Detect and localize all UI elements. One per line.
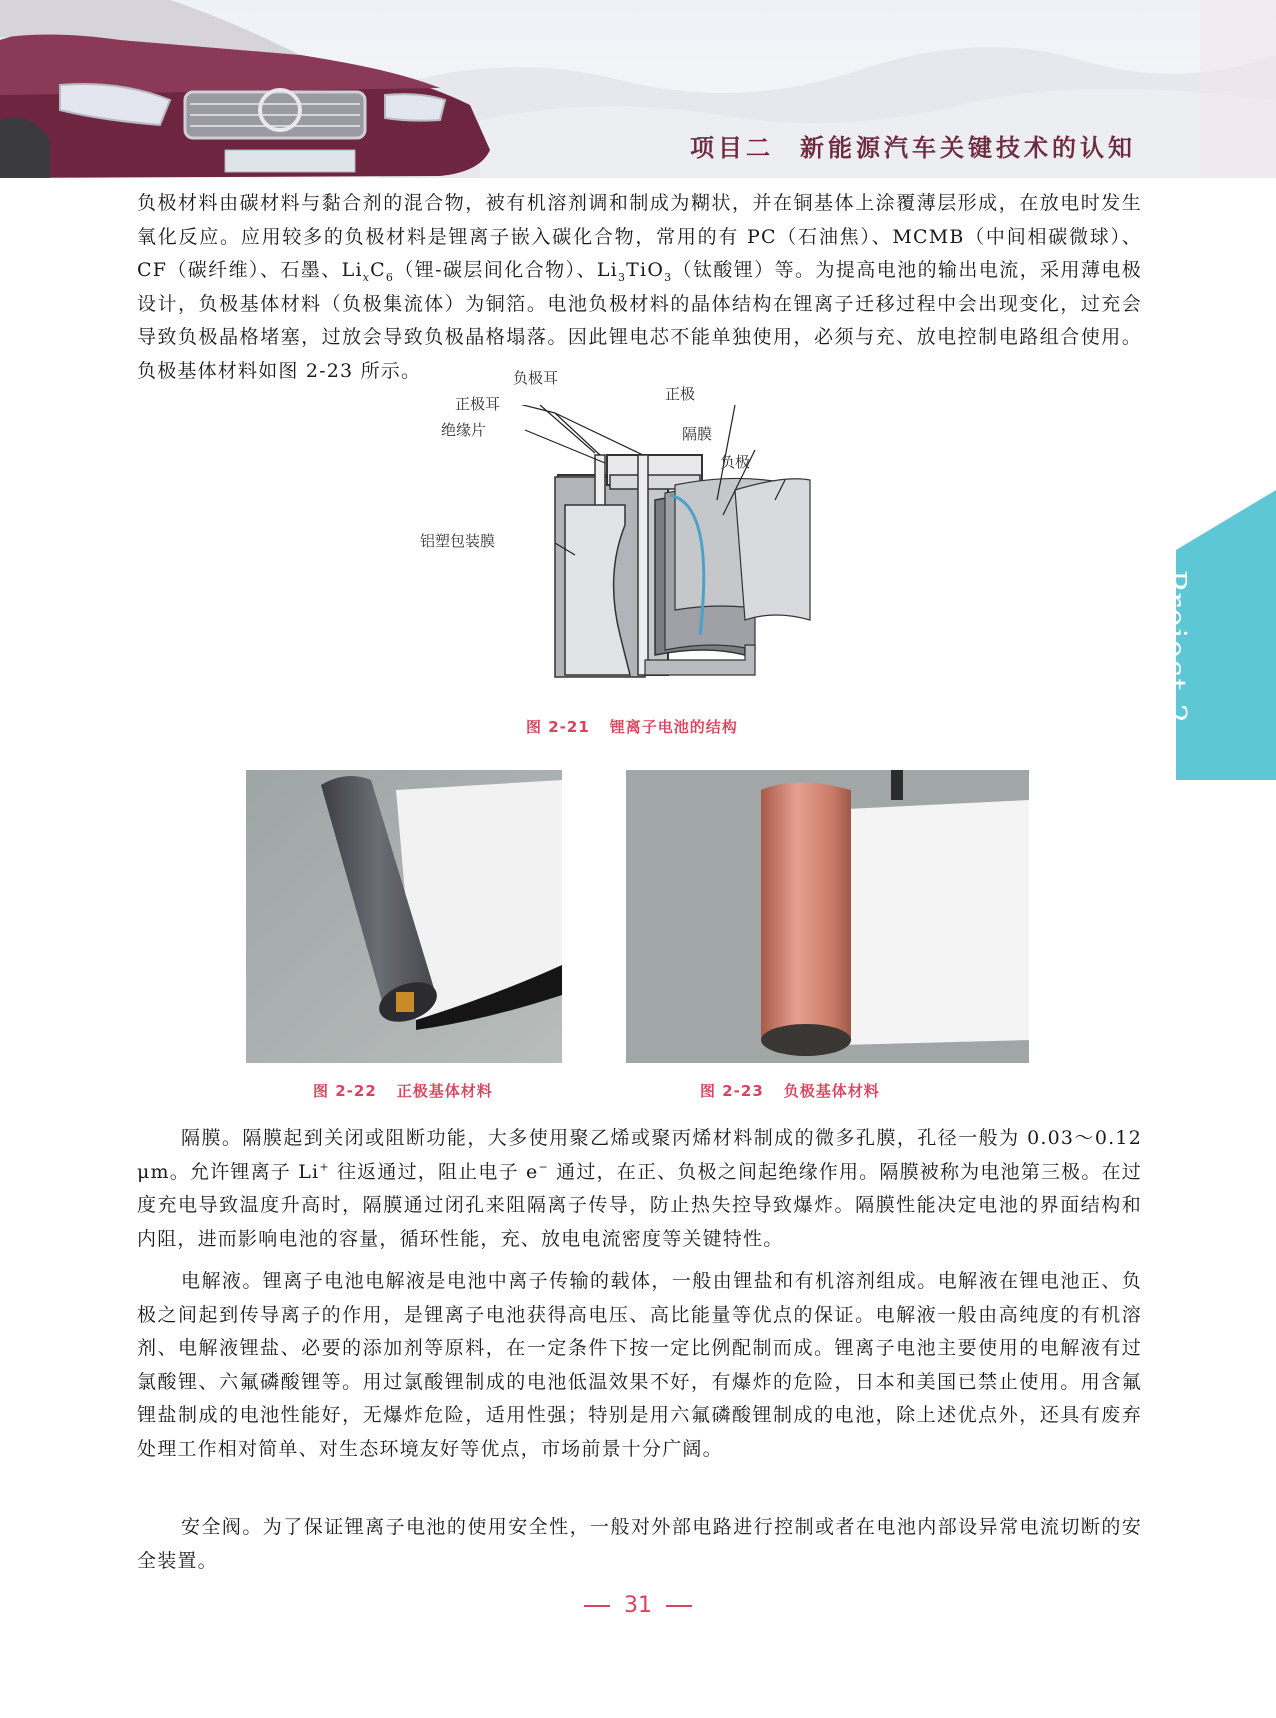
label-positive-electrode: 正极 xyxy=(665,385,696,403)
page-header-banner xyxy=(0,0,1276,178)
paragraph-negative-material: 负极材料由碳材料与黏合剂的混合物，被有机溶剂调和制成为糊状，并在铜基体上涂覆薄层形成，在放电时发生氧化反应。应用较多的负极材料是锂离子嵌入碳化合物，常用的有 PC（石油焦）、MCMB（中间相碳微球）、CF（碳纤维）、石墨、$Li_xC_6$（锂-碳层间化合物）、$Li_3TiO_3$（钛酸锂）等。为提高电池的输出电流，采用薄电极设计，负极基体材料（负极集流体）为铜箔。电池负极材料的晶体结构在锂离子迁移过程中会出现变化，过充会导致负极晶格堵塞，过放会导致负极晶格塌落。因此锂电芯不能单独使用，必须与充、放电控制电路组合使用。负极基体材料如图 2-23 所示。 xyxy=(137,192,1143,382)
battery-structure-diagram xyxy=(455,405,835,705)
header-title xyxy=(690,128,1136,163)
page-number-value: 31 xyxy=(624,1593,652,1618)
side-tab-label: Project 2 xyxy=(1157,570,1192,726)
caption-text: 锂离子电池的结构 xyxy=(609,718,738,736)
project-label: 项目二 xyxy=(690,134,774,162)
paragraph-safety-valve: 安全阀。为了保证锂离子电池的使用安全性，一般对外部电路进行控制或者在电池内部设异常电流切断的安全装置。 xyxy=(137,1516,1142,1572)
label-negative-electrode: 负极 xyxy=(720,453,751,471)
label-separator: 隔膜 xyxy=(682,425,713,443)
page-number-dash-left xyxy=(584,1605,610,1607)
page-number-dash-right xyxy=(666,1605,692,1607)
label-pouch-film: 铝塑包装膜 xyxy=(420,532,496,550)
figure-2-21-battery-structure xyxy=(420,369,835,705)
caption-number: 图 2-22 xyxy=(313,1082,377,1100)
caption-number: 图 2-21 xyxy=(526,718,590,736)
label-negative-tab: 负极耳 xyxy=(513,369,559,387)
figure-2-23-photo xyxy=(626,770,1029,1063)
figure-2-23-caption xyxy=(700,1080,880,1101)
figure-2-22-caption xyxy=(313,1080,493,1101)
page-number xyxy=(0,1593,1276,1618)
paragraph-electrolyte: 电解液。锂离子电池电解液是电池中离子传输的载体，一般由锂盐和有机溶剂组成。电解液在锂电池正、负极之间起到传导离子的作用，是锂离子电池获得高电压、高比能量等优点的保证。电解液一般由高纯度的有机溶剂、电解液锂盐、必要的添加剂等原料，在一定条件下按一定比例配制而成。锂离子电池主要使用的电解液有过氯酸锂、六氟磷酸锂等。用过氯酸锂制成的电池低温效果不好，有爆炸的危险，日本和美国已禁止使用。用含氟锂盐制成的电池性能好，无爆炸危险，适用性强；特别是用六氟磷酸锂制成的电池，除上述优点外，还具有废弃处理工作相对简单、对生态环境友好等优点，市场前景十分广阔。 xyxy=(137,1270,1142,1460)
caption-text: 负极基体材料 xyxy=(783,1082,880,1100)
label-insulator: 绝缘片 xyxy=(441,421,487,439)
paragraph-separator: 隔膜。隔膜起到关闭或阻断功能，大多使用聚乙烯或聚丙烯材料制成的微多孔膜，孔径一般为 0.03～0.12 μm。允许锂离子 Li+ 往返通过，阻止电子 e− 通过，在正、负极之间起绝缘作用。隔膜被称为电池第三极。在过度充电导致温度升高时，隔膜通过闭孔来阻隔离子传导，防止热失控导致爆炸。隔膜性能决定电池的界面结构和内阻，进而影响电池的容量，循环性能，充、放电电流密度等关键特性。 xyxy=(137,1127,1142,1250)
label-positive-tab: 正极耳 xyxy=(455,395,501,413)
chapter-title: 新能源汽车关键技术的认知 xyxy=(800,134,1136,162)
caption-number: 图 2-23 xyxy=(700,1082,764,1100)
figure-2-21-caption xyxy=(526,716,738,737)
caption-text: 正极基体材料 xyxy=(396,1082,493,1100)
figure-2-22-photo xyxy=(246,770,562,1063)
